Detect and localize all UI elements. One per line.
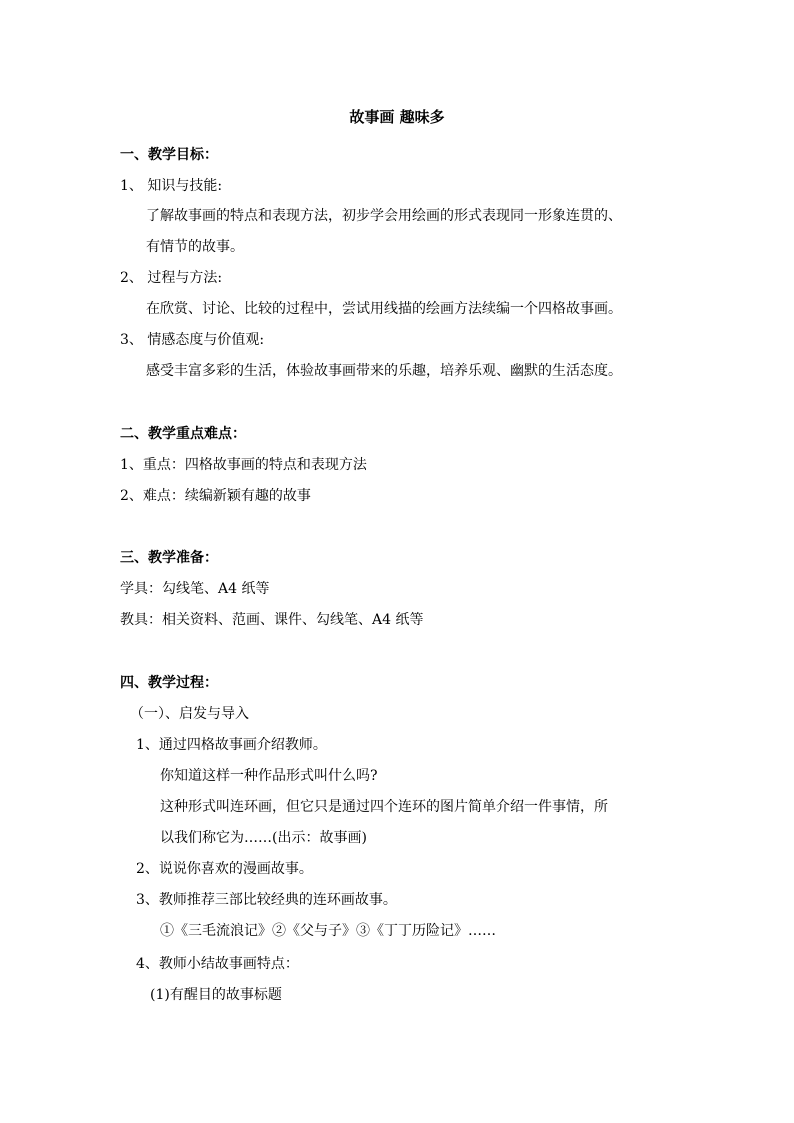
key-point-2: 2、难点：续编新颖有趣的故事 (120, 488, 311, 504)
preparation-student-tools: 学具：勾线笔、A4 纸等 (120, 581, 270, 597)
process-step-1-question: 你知道这样一种作品形式叫什么吗? (160, 768, 378, 784)
process-subsection-1: （一）、启发与导入 (130, 706, 249, 722)
process-step-1: 1、通过四格故事画介绍教师。 (136, 737, 327, 753)
section-heading-key-points: 二、教学重点难点： (120, 426, 246, 442)
key-point-1: 1、重点：四格故事画的特点和表现方法 (120, 457, 367, 473)
process-step-3: 3、教师推荐三部比较经典的连环画故事。 (136, 892, 397, 908)
process-step-1-answer-line-2: 以我们称它为……(出示：故事画) (160, 830, 367, 846)
preparation-teacher-tools: 教具：相关资料、范画、课件、勾线笔、A4 纸等 (120, 612, 424, 628)
process-step-4-point-1: (1)有醒目的故事标题 (150, 987, 282, 1003)
section-heading-process: 四、教学过程： (120, 675, 218, 691)
goal-1-label: 1、 知识与技能: (120, 178, 223, 194)
goal-3-text: 感受丰富多彩的生活，体验故事画带来的乐趣，培养乐观、幽默的生活态度。 (146, 363, 622, 379)
document-title: 故事画 趣味多 (349, 108, 445, 126)
section-heading-goals: 一、教学目标： (120, 147, 218, 163)
goal-1-text-line-1: 了解故事画的特点和表现方法，初步学会用绘画的形式表现同一形象连贯的、 (146, 208, 622, 224)
process-step-1-answer-line-1: 这种形式叫连环画，但它只是通过四个连环的图片简单介绍一件事情，所 (160, 799, 608, 815)
process-step-4: 4、教师小结故事画特点： (136, 956, 299, 972)
goal-1-text-line-2: 有情节的故事。 (146, 239, 244, 255)
section-heading-preparation: 三、教学准备： (120, 550, 218, 566)
goal-3-label: 3、 情感态度与价值观: (120, 332, 265, 348)
process-step-2: 2、说说你喜欢的漫画故事。 (136, 861, 313, 877)
process-step-3-list: ①《三毛流浪记》②《父与子》③《丁丁历险记》…… (160, 923, 496, 939)
goal-2-label: 2、 过程与方法: (120, 270, 223, 286)
goal-2-text: 在欣赏、讨论、比较的过程中，尝试用线描的绘画方法续编一个四格故事画。 (146, 301, 622, 317)
